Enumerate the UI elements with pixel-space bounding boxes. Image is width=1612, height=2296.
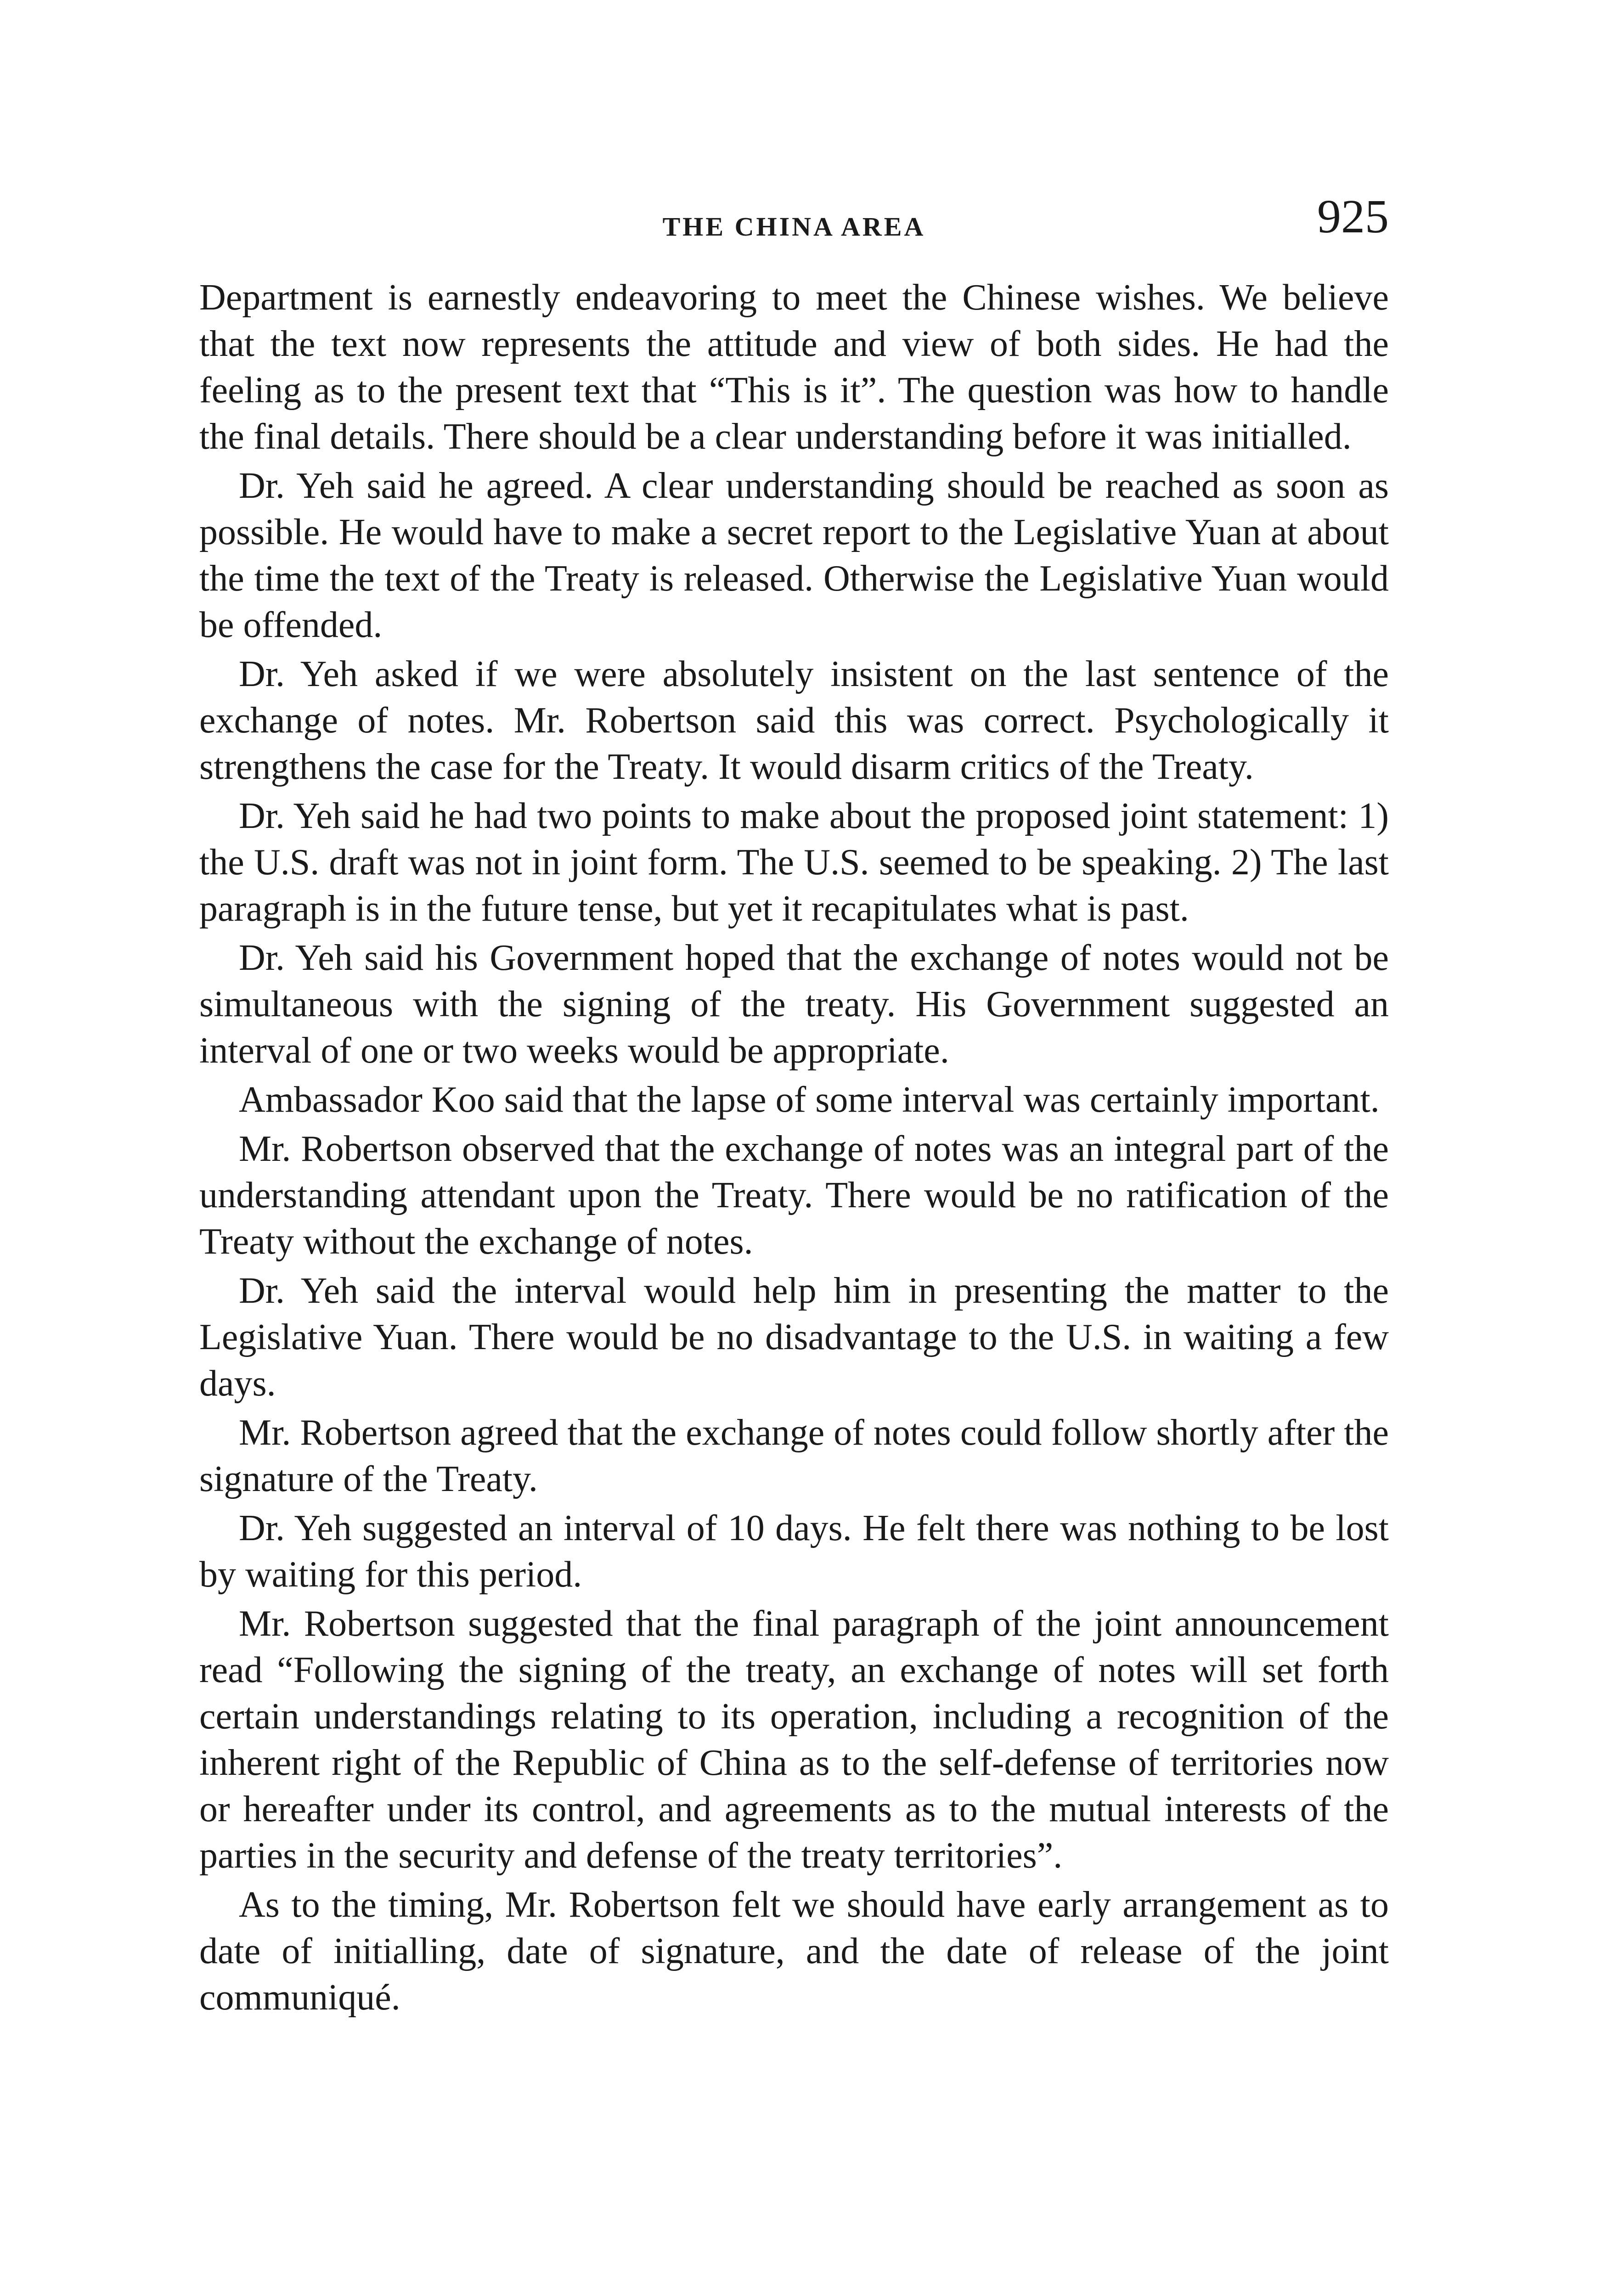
paragraph: Mr. Robertson suggested that the final paragraph of the joint announcement read “Following the signing of the treaty, an exchange of notes will set forth certain understandings relating to its operation, including a recognition of the inherent right of the Republic of China as to the self-defense of territories now or hereafter under its control, and agreements as to the mutual interests of the parties in the security and defense of the treaty territories”. xyxy=(199,1604,1389,1876)
paragraph: Dr. Yeh said he had two points to make about the proposed joint statement: 1) the U.S. draft was not in joint form. The U.S. seemed to be speaking. 2) The last paragraph is in the future tense, but yet it recapitulates what is past. xyxy=(199,796,1389,929)
paragraph: Dr. Yeh said his Government hoped that the exchange of notes would not be simultaneous with the signing of the treaty. His Government suggested an interval of one or two weeks would be appropriate. xyxy=(199,938,1389,1071)
page-header xyxy=(199,190,1389,262)
paragraph: Dr. Yeh said the interval would help him in presenting the matter to the Legislative Yuan. There would be no disadvantage to the U.S. in waiting a few days. xyxy=(199,1271,1389,1404)
paragraph: Dr. Yeh said he agreed. A clear understanding should be reached as soon as possible. He would have to make a secret report to the Legislative Yuan at about the time the text of the Treaty is released. Otherwise the Legislative Yuan would be offended. xyxy=(199,466,1389,645)
paragraph: Dr. Yeh suggested an interval of 10 days. He felt there was nothing to be lost by waiting for this period. xyxy=(199,1508,1389,1595)
paragraph: Mr. Robertson observed that the exchange of notes was an integral part of the understanding attendant upon the Treaty. There would be no ratification of the Treaty without the exchange of notes. xyxy=(199,1129,1389,1262)
paragraph: Dr. Yeh asked if we were absolutely insistent on the last sentence of the exchange of notes. Mr. Robertson said this was correct. Psychologically it strengthens the case for the Treaty. It would disarm critics of the Treaty. xyxy=(199,654,1389,787)
running-title: THE CHINA AREA xyxy=(662,212,926,242)
body-text xyxy=(199,275,1389,2024)
paragraph: Ambassador Koo said that the lapse of some interval was certainly important. xyxy=(239,1080,1380,1120)
paragraph: As to the timing, Mr. Robertson felt we should have early arrangement as to date of initialling, date of signature, and the date of release of the joint communiqué. xyxy=(199,1885,1389,2018)
paragraph: Department is earnestly endeavoring to meet the Chinese wishes. We believe that the text now represents the attitude and view of both sides. He had the feeling as to the present text that “This is it”. The question was how to handle the final details. There should be a clear understanding before it was initialled. xyxy=(199,277,1389,457)
paragraph: Mr. Robertson agreed that the exchange of notes could follow shortly after the signature of the Treaty. xyxy=(199,1412,1389,1499)
page-number: 925 xyxy=(1317,190,1389,243)
